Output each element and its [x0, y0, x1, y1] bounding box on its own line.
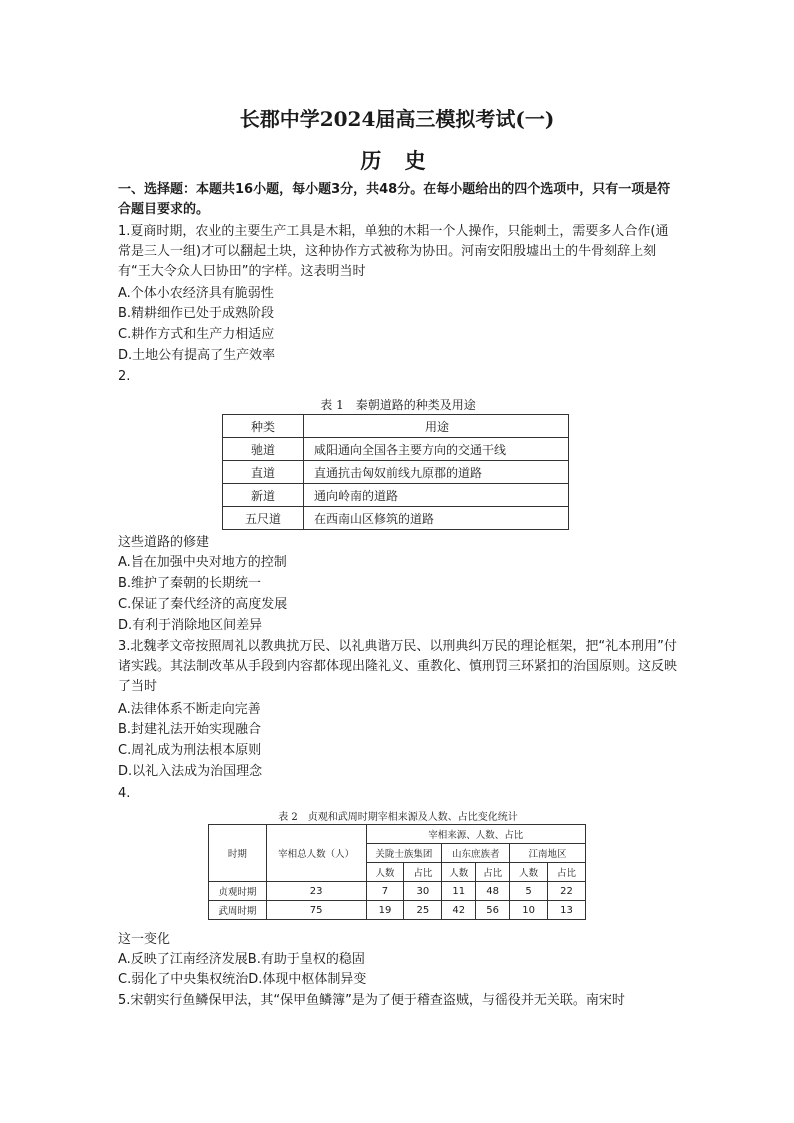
question-2-stem: 这些道路的修建 — [118, 535, 210, 550]
table-cell: 75 — [266, 901, 366, 920]
table-cell: 30 — [404, 882, 442, 901]
table-cell: 直道 — [223, 461, 304, 484]
table-header-cell: 占比 — [548, 863, 586, 882]
question-5-stem: 5.宋朝实行鱼鳞保甲法，其“保甲鱼鳞簿”是为了便于稽查盗贼，与徭役并无关联。南宋时 — [118, 993, 625, 1008]
table-cell: 武周时期 — [209, 901, 267, 920]
question-1-option-b: B.精耕细作已处于成熟阶段 — [118, 306, 275, 321]
table-header-cell: 人数 — [366, 863, 404, 882]
question-3-stem: 3.北魏孝文帝按照周礼以教典扰万民、以礼典谐万民、以刑典纠万民的理论框架，把“礼本刑用”付诸实践。其法制改革从手段到内容都体现出隆礼义、重教化、慎刑罚三环紧扣的治国原则。这反映了当时 — [118, 639, 678, 694]
table-1-caption: 表 1 秦朝道路的种类及用途 — [320, 398, 476, 412]
table-cell: 5 — [510, 882, 548, 901]
table-cell: 7 — [366, 882, 404, 901]
question-4-options-line-1: A.反映了江南经济发展B.有助于皇权的稳固 — [118, 952, 365, 967]
table-row — [223, 484, 569, 507]
table-row — [223, 507, 569, 530]
question-1-stem: 1.夏商时期，农业的主要生产工具是木耜，单独的木耜一个人操作，只能刺土，需要多人合作(通常是三人一组)才可以翻起土块，这种协作方式被称为协田。河南安阳殷墟出土的牛骨刻辞上刻有“王大令众人曰协田”的字样。这表明当时 — [118, 224, 669, 279]
table-header-cell: 占比 — [476, 863, 510, 882]
table-cell: 五尺道 — [223, 507, 304, 530]
question-2-option-b: B.维护了秦朝的长期统一 — [118, 576, 262, 591]
table-cell: 22 — [548, 882, 586, 901]
table-cell: 咸阳通向全国各主要方向的交通干线 — [304, 438, 569, 461]
question-3-option-b: B.封建礼法开始实现融合 — [118, 722, 262, 737]
table-cell: 48 — [476, 882, 510, 901]
question-2-option-c: C.保证了秦代经济的高度发展 — [118, 597, 288, 612]
question-2-number: 2. — [118, 369, 131, 384]
table-cell: 直通抗击匈奴前线九原郡的道路 — [304, 461, 569, 484]
question-1-option-c: C.耕作方式和生产力相适应 — [118, 327, 275, 342]
question-4-stem: 这一变化 — [118, 932, 171, 947]
table-header-cell: 种类 — [223, 415, 304, 438]
table-cell: 新道 — [223, 484, 304, 507]
question-3-option-d: D.以礼入法成为治国理念 — [118, 764, 263, 779]
question-3-option-a: A.法律体系不断走向完善 — [118, 702, 261, 717]
table-cell: 42 — [442, 901, 476, 920]
table-cell: 在西南山区修筑的道路 — [304, 507, 569, 530]
table-header-cell: 江南地区 — [510, 844, 586, 863]
table-header-cell: 宰相总人数（人） — [266, 825, 366, 882]
table-2-caption: 表 2 贞观和武周时期宰相来源及人数、占比变化统计 — [278, 812, 518, 823]
table-cell: 56 — [476, 901, 510, 920]
table-2 — [208, 824, 586, 920]
table-cell: 贞观时期 — [209, 882, 267, 901]
exam-title: 长郡中学2024届高三模拟考试(一) — [239, 107, 555, 131]
table-header-cell: 用途 — [304, 415, 569, 438]
table-1 — [222, 414, 569, 530]
table-cell: 25 — [404, 901, 442, 920]
table-row — [223, 461, 569, 484]
table-header-cell: 人数 — [442, 863, 476, 882]
table-cell: 13 — [548, 901, 586, 920]
table-header-cell: 山东庶族者 — [442, 844, 510, 863]
table-cell: 10 — [510, 901, 548, 920]
subject-title: 历 史 — [360, 148, 434, 173]
table-cell: 11 — [442, 882, 476, 901]
question-3-option-c: C.周礼成为刑法根本原则 — [118, 743, 262, 758]
question-4-number: 4. — [118, 786, 131, 801]
table-header-cell: 宰相来源、人数、占比 — [366, 825, 585, 844]
question-4-options-line-2: C.弱化了中央集权统治D.体现中枢体制异变 — [118, 972, 367, 987]
table-cell: 23 — [266, 882, 366, 901]
table-row — [223, 438, 569, 461]
table-cell: 通向岭南的道路 — [304, 484, 569, 507]
section-instructions: 一、选择题：本题共16小题，每小题3分，共48分。在每小题给出的四个选项中，只有一项是符合题目要求的。 — [118, 182, 671, 217]
question-2-option-a: A.旨在加强中央对地方的控制 — [118, 555, 287, 570]
question-1-option-a: A.个体小农经济具有脆弱性 — [118, 286, 274, 301]
table-header-cell: 关陇士族集团 — [366, 844, 442, 863]
table-header-cell: 占比 — [404, 863, 442, 882]
table-header-cell: 人数 — [510, 863, 548, 882]
question-1-option-d: D.土地公有提高了生产效率 — [118, 348, 276, 363]
table-row — [209, 882, 586, 901]
table-row — [223, 415, 569, 438]
table-header-cell: 时期 — [209, 825, 267, 882]
table-cell: 19 — [366, 901, 404, 920]
table-row — [209, 825, 586, 844]
table-row — [209, 901, 586, 920]
question-2-option-d: D.有利于消除地区间差异 — [118, 618, 263, 633]
table-cell: 驰道 — [223, 438, 304, 461]
